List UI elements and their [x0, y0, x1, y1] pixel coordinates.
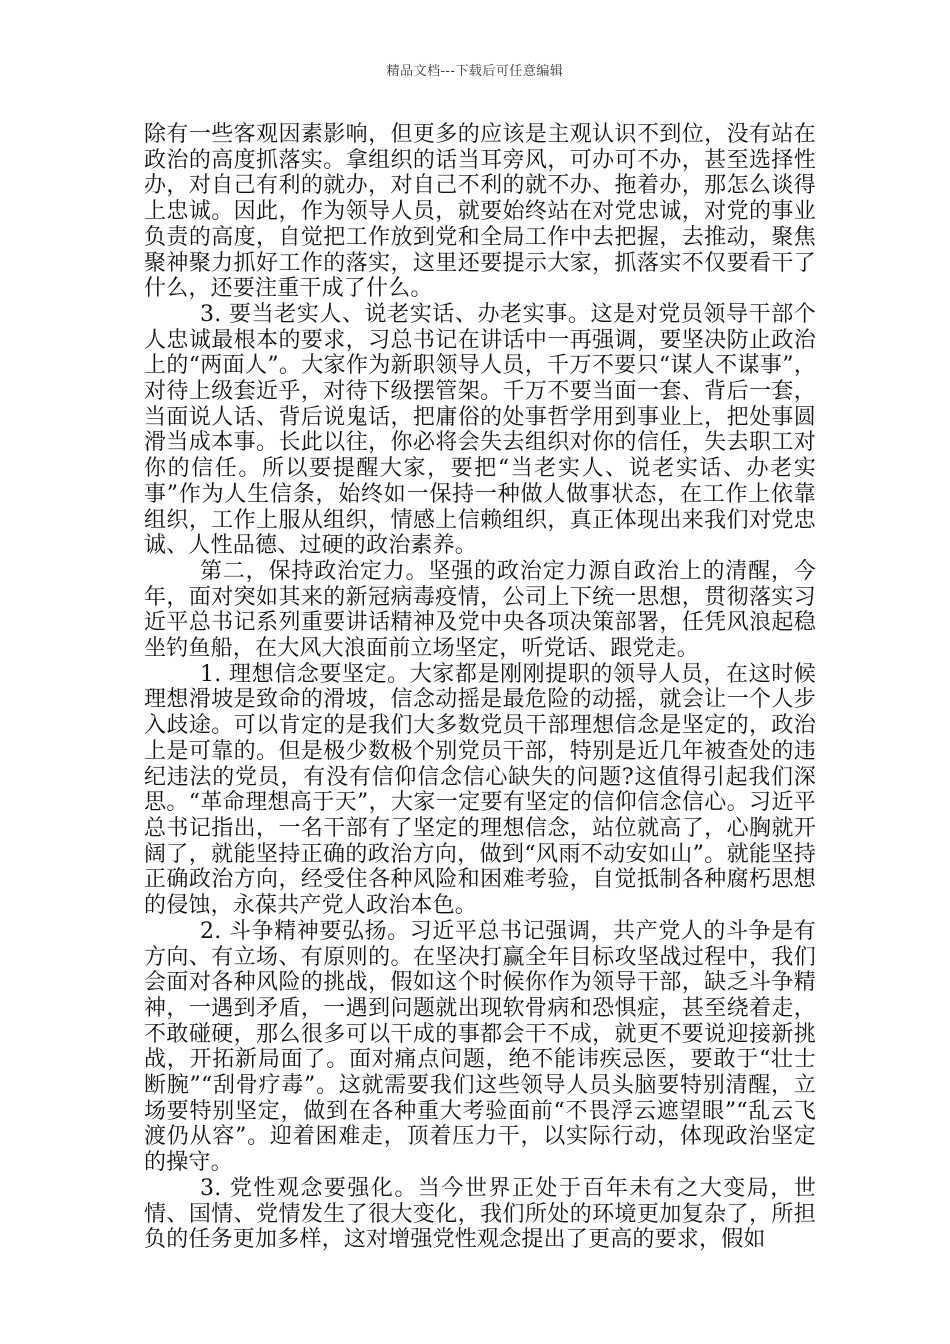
- paragraph-section-2-political-resolve: 第二，保持政治定力。坚强的政治定力源自政治上的清醒，今年，面对突如其来的新冠病毒疫情，公司上下统一思想，贯彻落实习近平总书记系列重要讲话精神及党中央各项决策部署，任凭风浪起稳坐钓鱼船，在大风大浪面前立场坚定，听党话、跟党走。: [144, 558, 816, 662]
- paragraph-item-1-ideals: 1. 理想信念要坚定。大家都是刚刚提职的领导人员，在这时候理想滑坡是致命的滑坡，信念动摇是最危险的动摇，就会让一个人步入歧途。可以肯定的是我们大多数党员干部理想信念是坚定的，政治上是可靠的。但是极少数极个别党员干部，特别是近几年被查处的违纪违法的党员，有没有信仰信念信心缺失的问题?这值得引起我们深思。“革命理想高于天”，大家一定要有坚定的信仰信念信心。习近平总书记指出，一名干部有了坚定的理想信念，站位就高了，心胸就开阔了，就能坚持正确的政治方向，做到“风雨不动安如山”。就能坚持正确政治方向，经受住各种风险和困难考验，自觉抵制各种腐朽思想的侵蚀，永葆共产党人政治本色。: [144, 661, 816, 919]
- paragraph-item-3-honesty: 3. 要当老实人、说老实话、办老实事。这是对党员领导干部个人忠诚最根本的要求，习总书记在讲话中一再强调，要坚决防止政治上的“两面人”。大家作为新职领导人员，千万不要只“谋人不谋事”，对待上级套近乎，对待下级摆管架。千万不要当面一套、背后一套，当面说人话、背后说鬼话，把庸俗的处事哲学用到事业上，把处事圆滑当成本事。长此以往，你必将会失去组织对你的信任，失去职工对你的信任。所以要提醒大家，要把“当老实人、说老实话、办老实事”作为人生信条，始终如一保持一种做人做事状态，在工作上依靠组织，工作上服从组织，情感上信赖组织，真正体现出来我们对党忠诚、人性品德、过硬的政治素养。: [144, 301, 816, 559]
- paragraph-item-3-party-spirit: 3. 党性观念要强化。当今世界正处于百年未有之大变局，世情、国情、党情发生了很大变化，我们所处的环境更加复杂了，所担负的任务更加多样，这对增强党性观念提出了更高的要求，假如: [144, 1175, 816, 1253]
- paragraph-continuation: 除有一些客观因素影响，但更多的应该是主观认识不到位，没有站在政治的高度抓落实。拿组织的话当耳旁风，可办可不办，甚至选择性办，对自己有利的就办，对自己不利的就不办、拖着办，那怎么谈得上忠诚。因此，作为领导人员，就要始终站在对党忠诚，对党的事业负责的高度，自觉把工作放到党和全局工作中去把握，去推动，聚焦聚神聚力抓好工作的落实，这里还要提示大家，抓落实不仅要看干了什么，还要注重干成了什么。: [144, 122, 816, 302]
- page-header: 精品文档---下载后可任意编辑: [386, 64, 564, 79]
- document-body: [144, 122, 816, 1253]
- paragraph-item-2-struggle: 2. 斗争精神要弘扬。习近平总书记强调，共产党人的斗争是有方向、有立场、有原则的。在坚决打赢全年目标攻坚战过程中，我们会面对各种风险的挑战，假如这个时候你作为领导干部，缺乏斗争精神，一遇到矛盾，一遇到问题就出现软骨病和恐惧症，甚至绕着走，不敢碰硬，那么很多可以干成的事都会干不成，就更不要说迎接新挑战，开拓新局面了。面对痛点问题，绝不能讳疾忌医，要敢于“壮士断腕”“刮骨疗毒”。这就需要我们这些领导人员头脑要特别清醒，立场要特别坚定，做到在各种重大考验面前“不畏浮云遮望眼”“乱云飞渡仍从容”。迎着困难走，顶着压力干，以实际行动，体现政治坚定的操守。: [144, 918, 816, 1176]
